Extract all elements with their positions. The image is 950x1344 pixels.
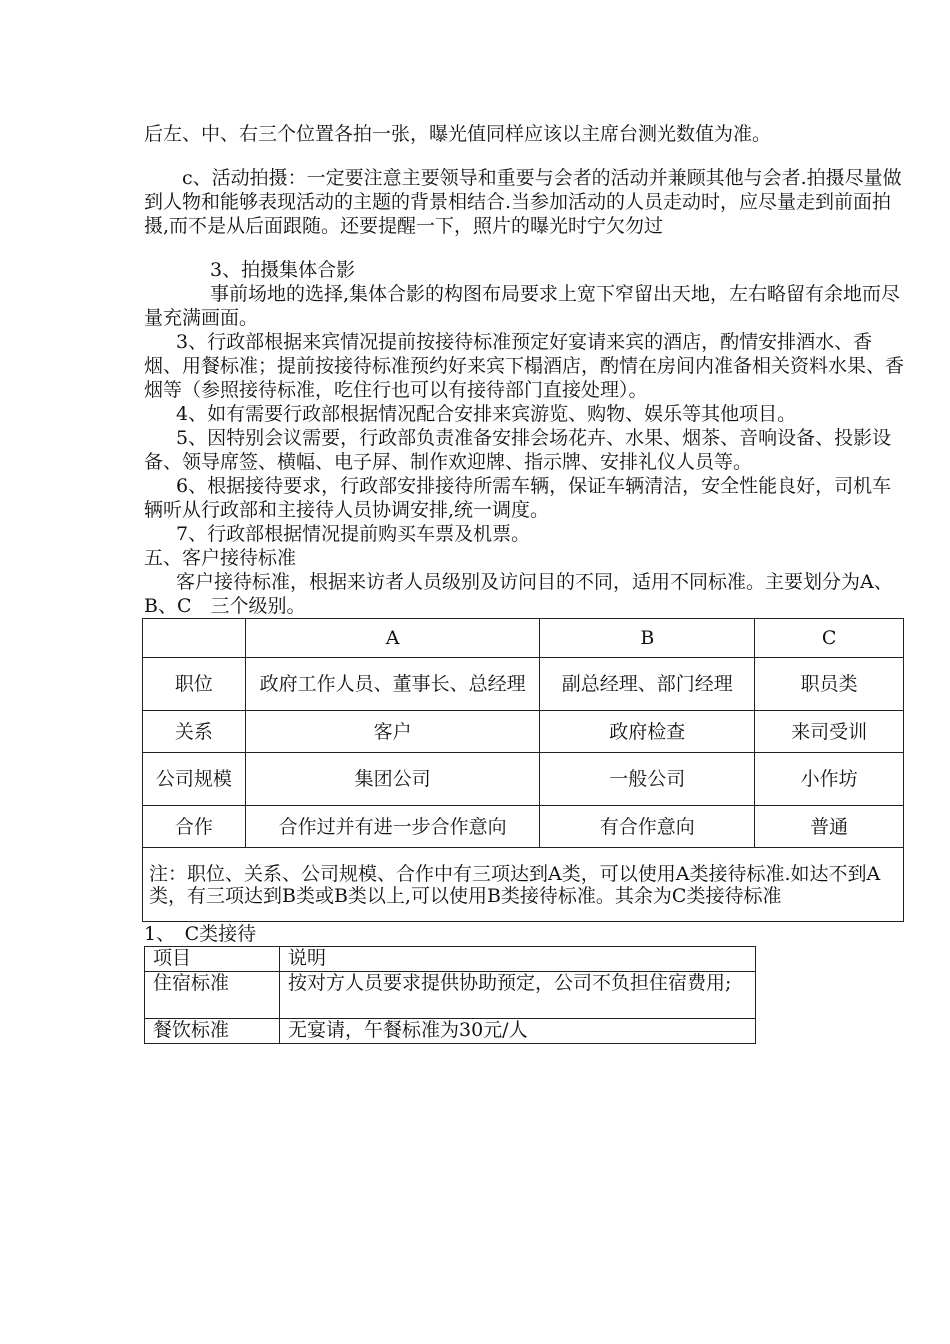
paragraph-customer-standard: 客户接待标准，根据来访者人员级别及访问目的不同，适用不同标准。主要划分为A、B、C 三个级别。 <box>144 571 893 617</box>
paragraph-item-4: 4、如有需要行政部根据情况配合安排来宾游览、购物、娱乐等其他项目。 <box>176 403 797 425</box>
table-row <box>143 753 904 806</box>
table-header-cell <box>143 619 246 658</box>
paragraph-item-7: 7、行政部根据情况提前购买车票及机票。 <box>176 523 531 545</box>
table-cell: 小作坊 <box>755 753 904 806</box>
table-row <box>143 806 904 848</box>
reception-standard-table <box>142 618 904 922</box>
table-cell: 副总经理、部门经理 <box>540 658 755 711</box>
table-cell: 合作 <box>143 806 246 848</box>
table-cell: 客户 <box>245 711 540 753</box>
table-row <box>145 1019 756 1044</box>
table-header-row <box>145 947 756 972</box>
table-header-row <box>143 619 904 658</box>
table-cell: 按对方人员要求提供协助预定，公司不负担住宿费用; <box>280 972 756 1019</box>
table-cell: 合作过并有进一步合作意向 <box>245 806 540 848</box>
paragraph-item-5: 5、因特别会议需要，行政部负责准备安排会场花卉、水果、烟茶、音响设备、投影设备、领导席签、横幅、电子屏、制作欢迎牌、指示牌、安排礼仪人员等。 <box>144 427 892 473</box>
table-row <box>143 658 904 711</box>
table-cell: 有合作意向 <box>540 806 755 848</box>
table-cell: 无宴请，午餐标准为30元/人 <box>280 1019 756 1044</box>
table-header-cell: C <box>755 619 904 658</box>
paragraph-item-6: 6、根据接待要求，行政部安排接待所需车辆，保证车辆清洁，安全性能良好，司机车辆听从行政部和主接待人员协调安排,统一调度。 <box>144 475 892 521</box>
table-cell: 职位 <box>143 658 246 711</box>
table-header-cell: A <box>245 619 540 658</box>
table-cell: 关系 <box>143 711 246 753</box>
paragraph-activity-shooting: c、活动拍摄：一定要注意主要领导和重要与会者的活动并兼顾其他与会者.拍摄尽量做到人物和能够表现活动的主题的背景相结合.当参加活动的人员走动时，应尽量走到前面拍摄,而不是从后面跟随。还要提醒一下，照片的曝光时宁欠勿过 <box>144 167 902 237</box>
table-row <box>145 972 756 1019</box>
table-cell: 政府检查 <box>540 711 755 753</box>
paragraph-group-photo: 事前场地的选择,集体合影的构图布局要求上宽下窄留出天地，左右略留有余地而尽量充满画面。 <box>144 283 901 329</box>
table-row <box>143 711 904 753</box>
paragraph-photo-position: 后左、中、右三个位置各拍一张，曝光值同样应该以主席台测光数值为准。 <box>144 123 772 145</box>
section-heading-customer-standard: 五、客户接待标准 <box>144 547 297 569</box>
table-cell: 餐饮标准 <box>145 1019 280 1044</box>
table-header-cell: 项目 <box>145 947 280 972</box>
table-cell: 来司受训 <box>755 711 904 753</box>
table-cell: 公司规模 <box>143 753 246 806</box>
table-cell: 住宿标准 <box>145 972 280 1019</box>
table-cell: 政府工作人员、董事长、总经理 <box>245 658 540 711</box>
table-header-cell: B <box>540 619 755 658</box>
table-cell: 普通 <box>755 806 904 848</box>
table-cell: 一般公司 <box>540 753 755 806</box>
table-cell: 集团公司 <box>245 753 540 806</box>
c-class-table <box>144 946 756 1044</box>
table-header-cell: 说明 <box>280 947 756 972</box>
document-page <box>144 122 904 1044</box>
table-cell: 职员类 <box>755 658 904 711</box>
c-section-heading: 1、 C类接待 <box>144 923 257 945</box>
heading-group-photo: 3、拍摄集体合影 <box>210 259 356 281</box>
paragraph-item-3: 3、行政部根据来宾情况提前按接待标准预定好宴请来宾的酒店，酌情安排酒水、香烟、用餐标准；提前按接待标准预约好来宾下榻酒店，酌情在房间内准备相关资料水果、香烟等（参照接待标准，吃住行也可以有接待部门直接处理）。 <box>144 331 905 401</box>
table-note: 注：职位、关系、公司规模、合作中有三项达到A类，可以使用A类接待标准.如达不到A类，有三项达到B类或B类以上,可以使用B类接待标准。其余为C类接待标准 <box>143 848 904 922</box>
table-note-row <box>143 848 904 922</box>
